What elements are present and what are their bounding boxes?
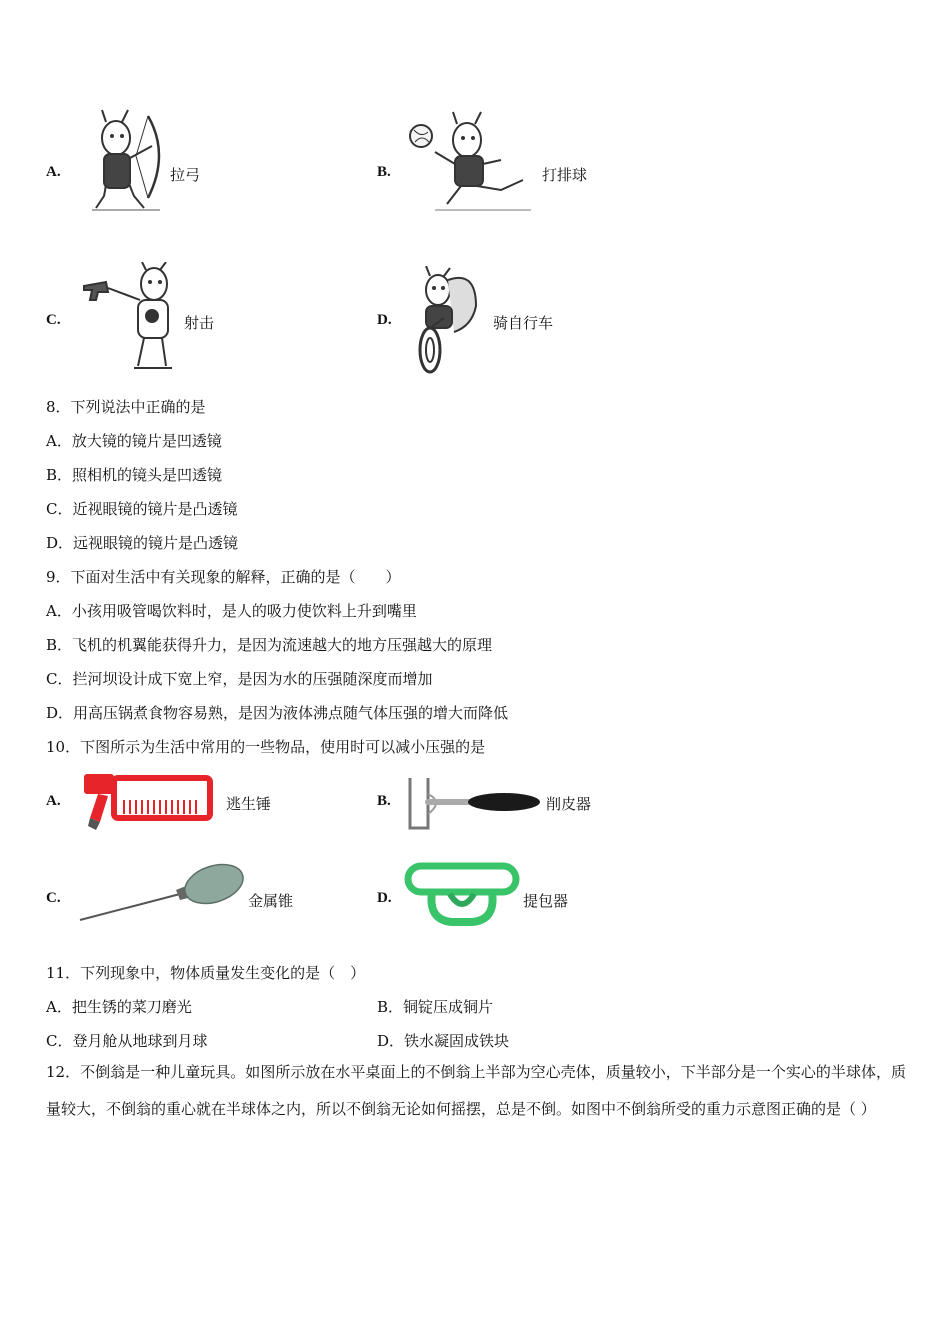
q9-option-d: D．用高压锅煮食物容易熟，是因为液体沸点随气体压强的增大而降低: [46, 704, 509, 722]
q7-option-d-caption: 骑自行车: [493, 314, 554, 332]
q8-option-a: A．放大镜的镜片是凹透镜: [46, 432, 222, 450]
q7-option-a-letter: A.: [46, 164, 61, 180]
q8-option-d: D．远视眼镜的镜片是凸透镜: [46, 534, 239, 552]
q10-option-d-caption: 提包器: [523, 892, 569, 910]
q11-option-b: B．铜锭压成铜片: [377, 998, 494, 1016]
q10-option-c-caption: 金属锥: [248, 892, 294, 910]
q10-option-d-letter: D.: [377, 890, 392, 906]
q10-option-b-letter: B.: [377, 793, 391, 809]
q11-option-c: C．登月舱从地球到月球: [46, 1032, 208, 1050]
q9-option-c: C．拦河坝设计成下宽上窄，是因为水的压强随深度而增加: [46, 670, 433, 688]
q8-option-c: C．近视眼镜的镜片是凸透镜: [46, 500, 238, 518]
q10-option-c-letter: C.: [46, 890, 61, 906]
q10-option-b-caption: 削皮器: [546, 795, 592, 813]
q9-option-b: B．飞机的机翼能获得升力，是因为流速越大的地方压强越大的原理: [46, 636, 493, 654]
bag-carrier-icon: [402, 860, 522, 930]
q7-option-d-letter: D.: [377, 312, 392, 328]
q7-option-c-caption: 射击: [184, 314, 215, 332]
q9-option-a: A．小孩用吸管喝饮料时，是人的吸力使饮料上升到嘴里: [46, 602, 417, 620]
peeler-icon: [404, 772, 544, 832]
q11-option-a: A．把生锈的菜刀磨光: [46, 998, 192, 1016]
archer-goat-icon: [78, 108, 168, 216]
q8-stem: 8．下列说法中正确的是: [46, 398, 206, 416]
q11-option-d: D．铁水凝固成铁块: [377, 1032, 510, 1050]
cyclist-goat-icon: [410, 266, 485, 378]
q7-option-b-letter: B.: [377, 164, 391, 180]
volleyball-goat-icon: [405, 106, 535, 216]
escape-hammer-icon: [78, 770, 218, 834]
q10-stem: 10．下图所示为生活中常用的一些物品，使用时可以减小压强的是: [46, 738, 486, 756]
q9-stem: 9．下面对生活中有关现象的解释，正确的是（ ）: [46, 568, 401, 586]
metal-awl-icon: [76, 860, 246, 926]
q7-option-a-caption: 拉弓: [170, 166, 201, 184]
q11-stem: 11．下列现象中，物体质量发生变化的是（ ）: [46, 964, 366, 982]
q7-option-c-letter: C.: [46, 312, 61, 328]
q12-text: 12．不倒翁是一种儿童玩具。如图所示放在水平桌面上的不倒翁上半部为空心壳体，质量较小，下半部分是一个实心的半球体，质量较大，不倒翁的重心就在半球体之内，所以不倒翁无论如何摇摆，总是不倒。如图中不倒翁所受的重力示意图正确的是（ ）: [46, 1063, 906, 1118]
q7-option-b-caption: 打排球: [542, 166, 588, 184]
q10-option-a-letter: A.: [46, 793, 61, 809]
shooter-goat-icon: [80, 262, 180, 372]
q10-option-a-caption: 逃生锤: [226, 795, 272, 813]
q8-option-b: B．照相机的镜头是凹透镜: [46, 466, 223, 484]
